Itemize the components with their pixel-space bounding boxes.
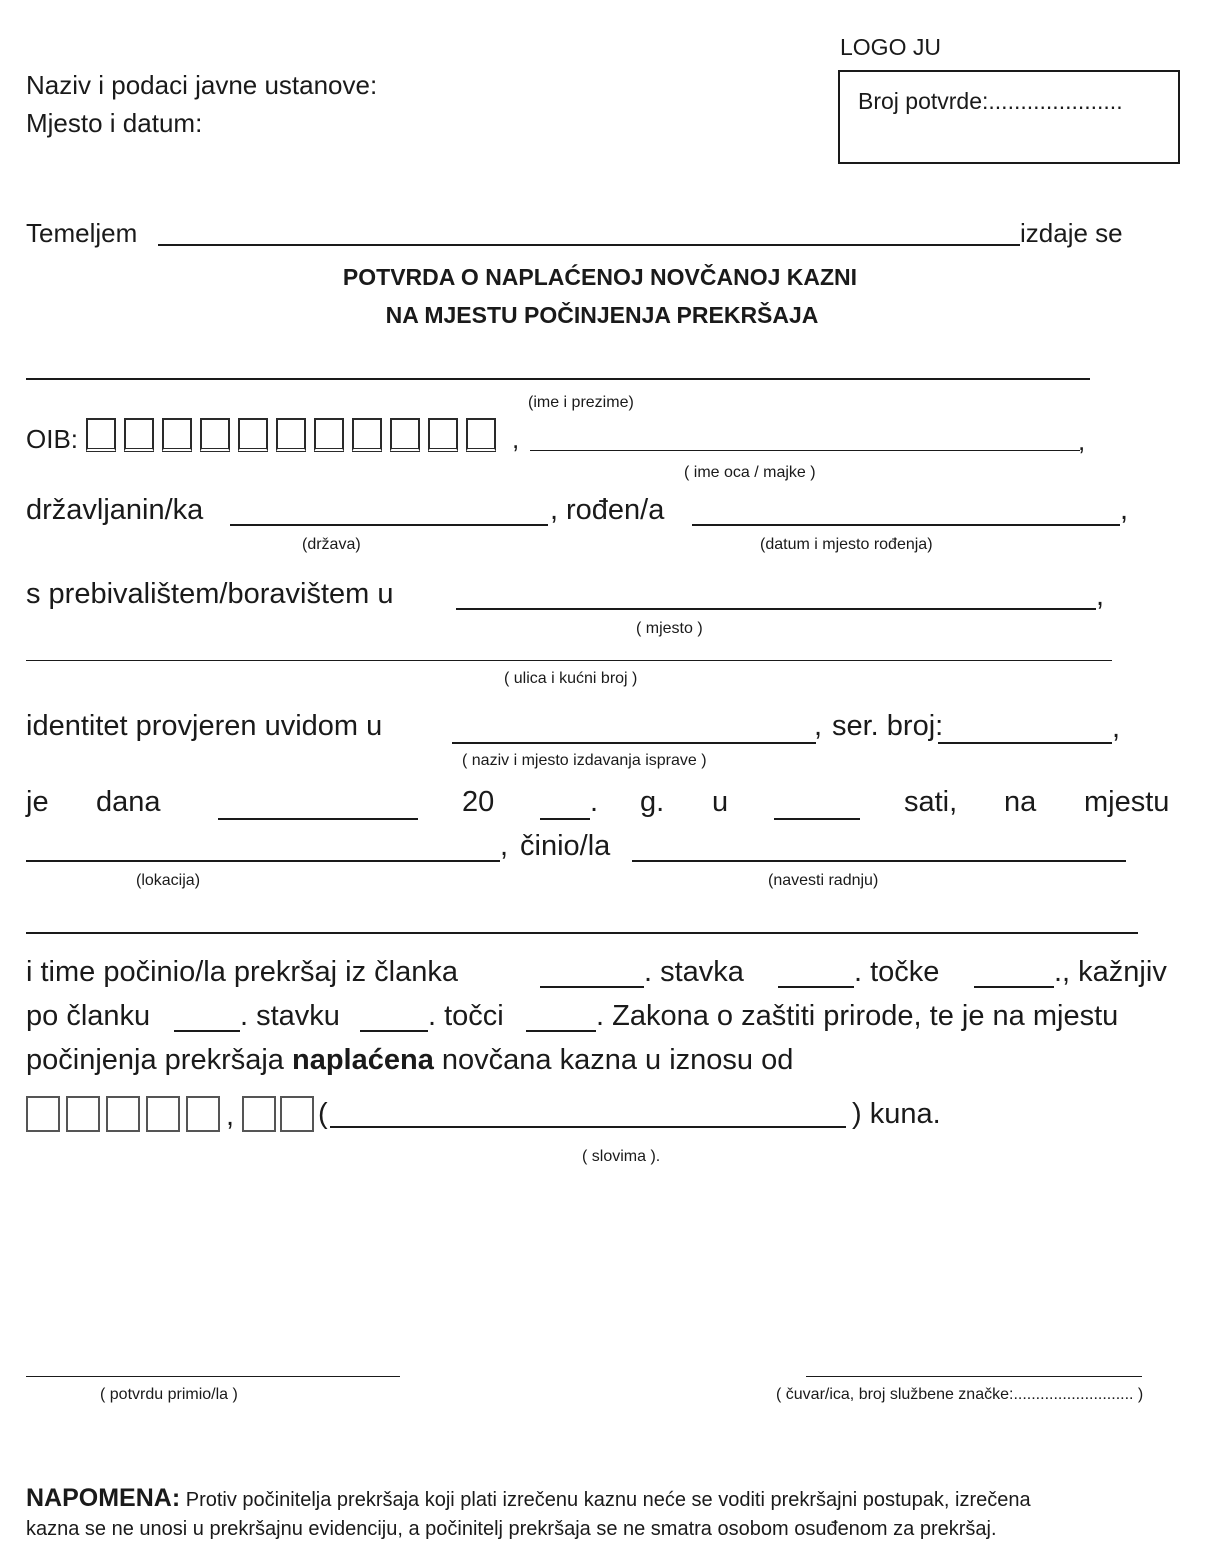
paragraph-text-8: . Zakona o zaštiti prirode, te je na mjestu (596, 1000, 1119, 1032)
receipt-number-box[interactable] (838, 70, 1180, 164)
birth-date-place-field[interactable] (692, 524, 1120, 526)
paragraph-text-2: . stavka (644, 956, 744, 988)
parent-name-caption: ( ime oca / majke ) (684, 464, 816, 481)
guard-caption: ( čuvar/ica, broj službene značke:........................... ) (776, 1386, 1144, 1403)
note-text-2: kazna se ne unosi u prekršajnu evidenciju, a počinitelj prekršaja se ne smatra osobom osuđenom za prekršaj. (26, 1518, 997, 1540)
words-caption: ( slovima ). (582, 1148, 661, 1165)
location-field[interactable] (26, 860, 500, 862)
receipt-number-label: Broj potvrde:..................... (858, 88, 1123, 114)
action-field[interactable] (632, 860, 1126, 862)
residence-place-field[interactable] (456, 608, 1096, 610)
serial-label: ser. broj: (832, 710, 944, 742)
state-caption: (država) (302, 536, 361, 553)
place-caption: ( mjesto ) (636, 620, 703, 637)
full-name-caption: (ime i prezime) (528, 394, 634, 411)
birth-caption: (datum i mjesto rođenja) (760, 536, 933, 553)
document-title-line-1: POTVRDA O NAPLAĆENOJ NOVČANOJ KAZNI (342, 264, 858, 290)
document-field[interactable] (452, 742, 816, 744)
document-caption: ( naziv i mjesto izdavanja isprave ) (462, 752, 707, 769)
did-label: činio/la (520, 830, 611, 862)
institution-label: Naziv i podaci javne ustanove: (26, 70, 378, 100)
born-label: rođen/a (566, 494, 665, 526)
action-caption: (navesti radnju) (768, 872, 879, 889)
oib-label: OIB: (26, 424, 79, 454)
parent-name-field[interactable] (530, 450, 1080, 451)
location-caption: (lokacija) (136, 872, 201, 889)
residence-label: s prebivalištem/boravištem u (26, 578, 394, 610)
action-continued-field[interactable] (26, 932, 1138, 934)
paragraph-text-9: počinjenja prekršaja (26, 1044, 284, 1076)
identity-label: identitet provjeren uvidom u (26, 710, 383, 742)
citizen-label: državljanin/ka (26, 494, 204, 526)
paragraph-text-4: ., kažnjiv (1054, 956, 1167, 988)
na-word: na (1004, 786, 1037, 818)
year-suffix: . (590, 786, 599, 818)
amount-in-words-field[interactable] (330, 1126, 846, 1128)
legal-basis-field[interactable] (158, 244, 1020, 246)
paragraph-text-3: . točke (854, 956, 940, 988)
full-name-field[interactable] (26, 378, 1090, 380)
dana-word: dana (96, 786, 161, 818)
street-caption: ( ulica i kućni broj ) (504, 670, 638, 687)
point-field[interactable] (974, 986, 1054, 988)
citizenship-field[interactable] (230, 524, 548, 526)
year-prefix: 20 (462, 786, 495, 818)
serial-number-field[interactable] (938, 742, 1112, 744)
paragraph-text-7: . točci (428, 1000, 504, 1032)
note-text-1: Protiv počinitelja prekršaja koji plati izrečenu kaznu neće se voditi prekršajni postupak, izrečena (185, 1489, 1031, 1511)
hours-word: sati, (904, 786, 958, 818)
issued-label: izdaje se (1020, 218, 1123, 248)
article-field[interactable] (540, 986, 644, 988)
year-field[interactable] (540, 818, 590, 820)
paragraph-text-1: i time počinio/la prekršaj iz članka (26, 956, 458, 988)
based-on-label: Temeljem (26, 218, 138, 248)
day-field[interactable] (218, 818, 418, 820)
mjestu-word: mjestu (1084, 786, 1170, 818)
kuna-label: ) kuna. (852, 1098, 941, 1130)
logo-placeholder: LOGO JU (840, 34, 941, 60)
paragraph-text-6: . stavku (240, 1000, 340, 1032)
note-label: NAPOMENA: (26, 1484, 181, 1512)
collected-word: naplaćena (292, 1044, 434, 1076)
receiver-caption: ( potvrdu primio/la ) (100, 1386, 238, 1403)
place-date-label: Mjesto i datum: (26, 108, 203, 138)
g-word: g. (640, 786, 665, 818)
street-field[interactable] (26, 660, 1112, 661)
u-word: u (712, 786, 729, 818)
je-word: je (26, 786, 49, 818)
receiver-signature-line[interactable] (26, 1376, 400, 1377)
penalty-article-field[interactable] (174, 1030, 240, 1032)
penalty-point-field[interactable] (526, 1030, 596, 1032)
paragraph-field[interactable] (778, 986, 854, 988)
document-title-line-2: NA MJESTU POČINJENJA PREKRŠAJA (385, 302, 819, 328)
penalty-paragraph-field[interactable] (360, 1030, 428, 1032)
paragraph-text-11: novčana kazna u iznosu od (441, 1044, 794, 1076)
paragraph-text-5: po članku (26, 1000, 151, 1032)
hour-field[interactable] (774, 818, 860, 820)
guard-signature-line[interactable] (806, 1376, 1142, 1377)
